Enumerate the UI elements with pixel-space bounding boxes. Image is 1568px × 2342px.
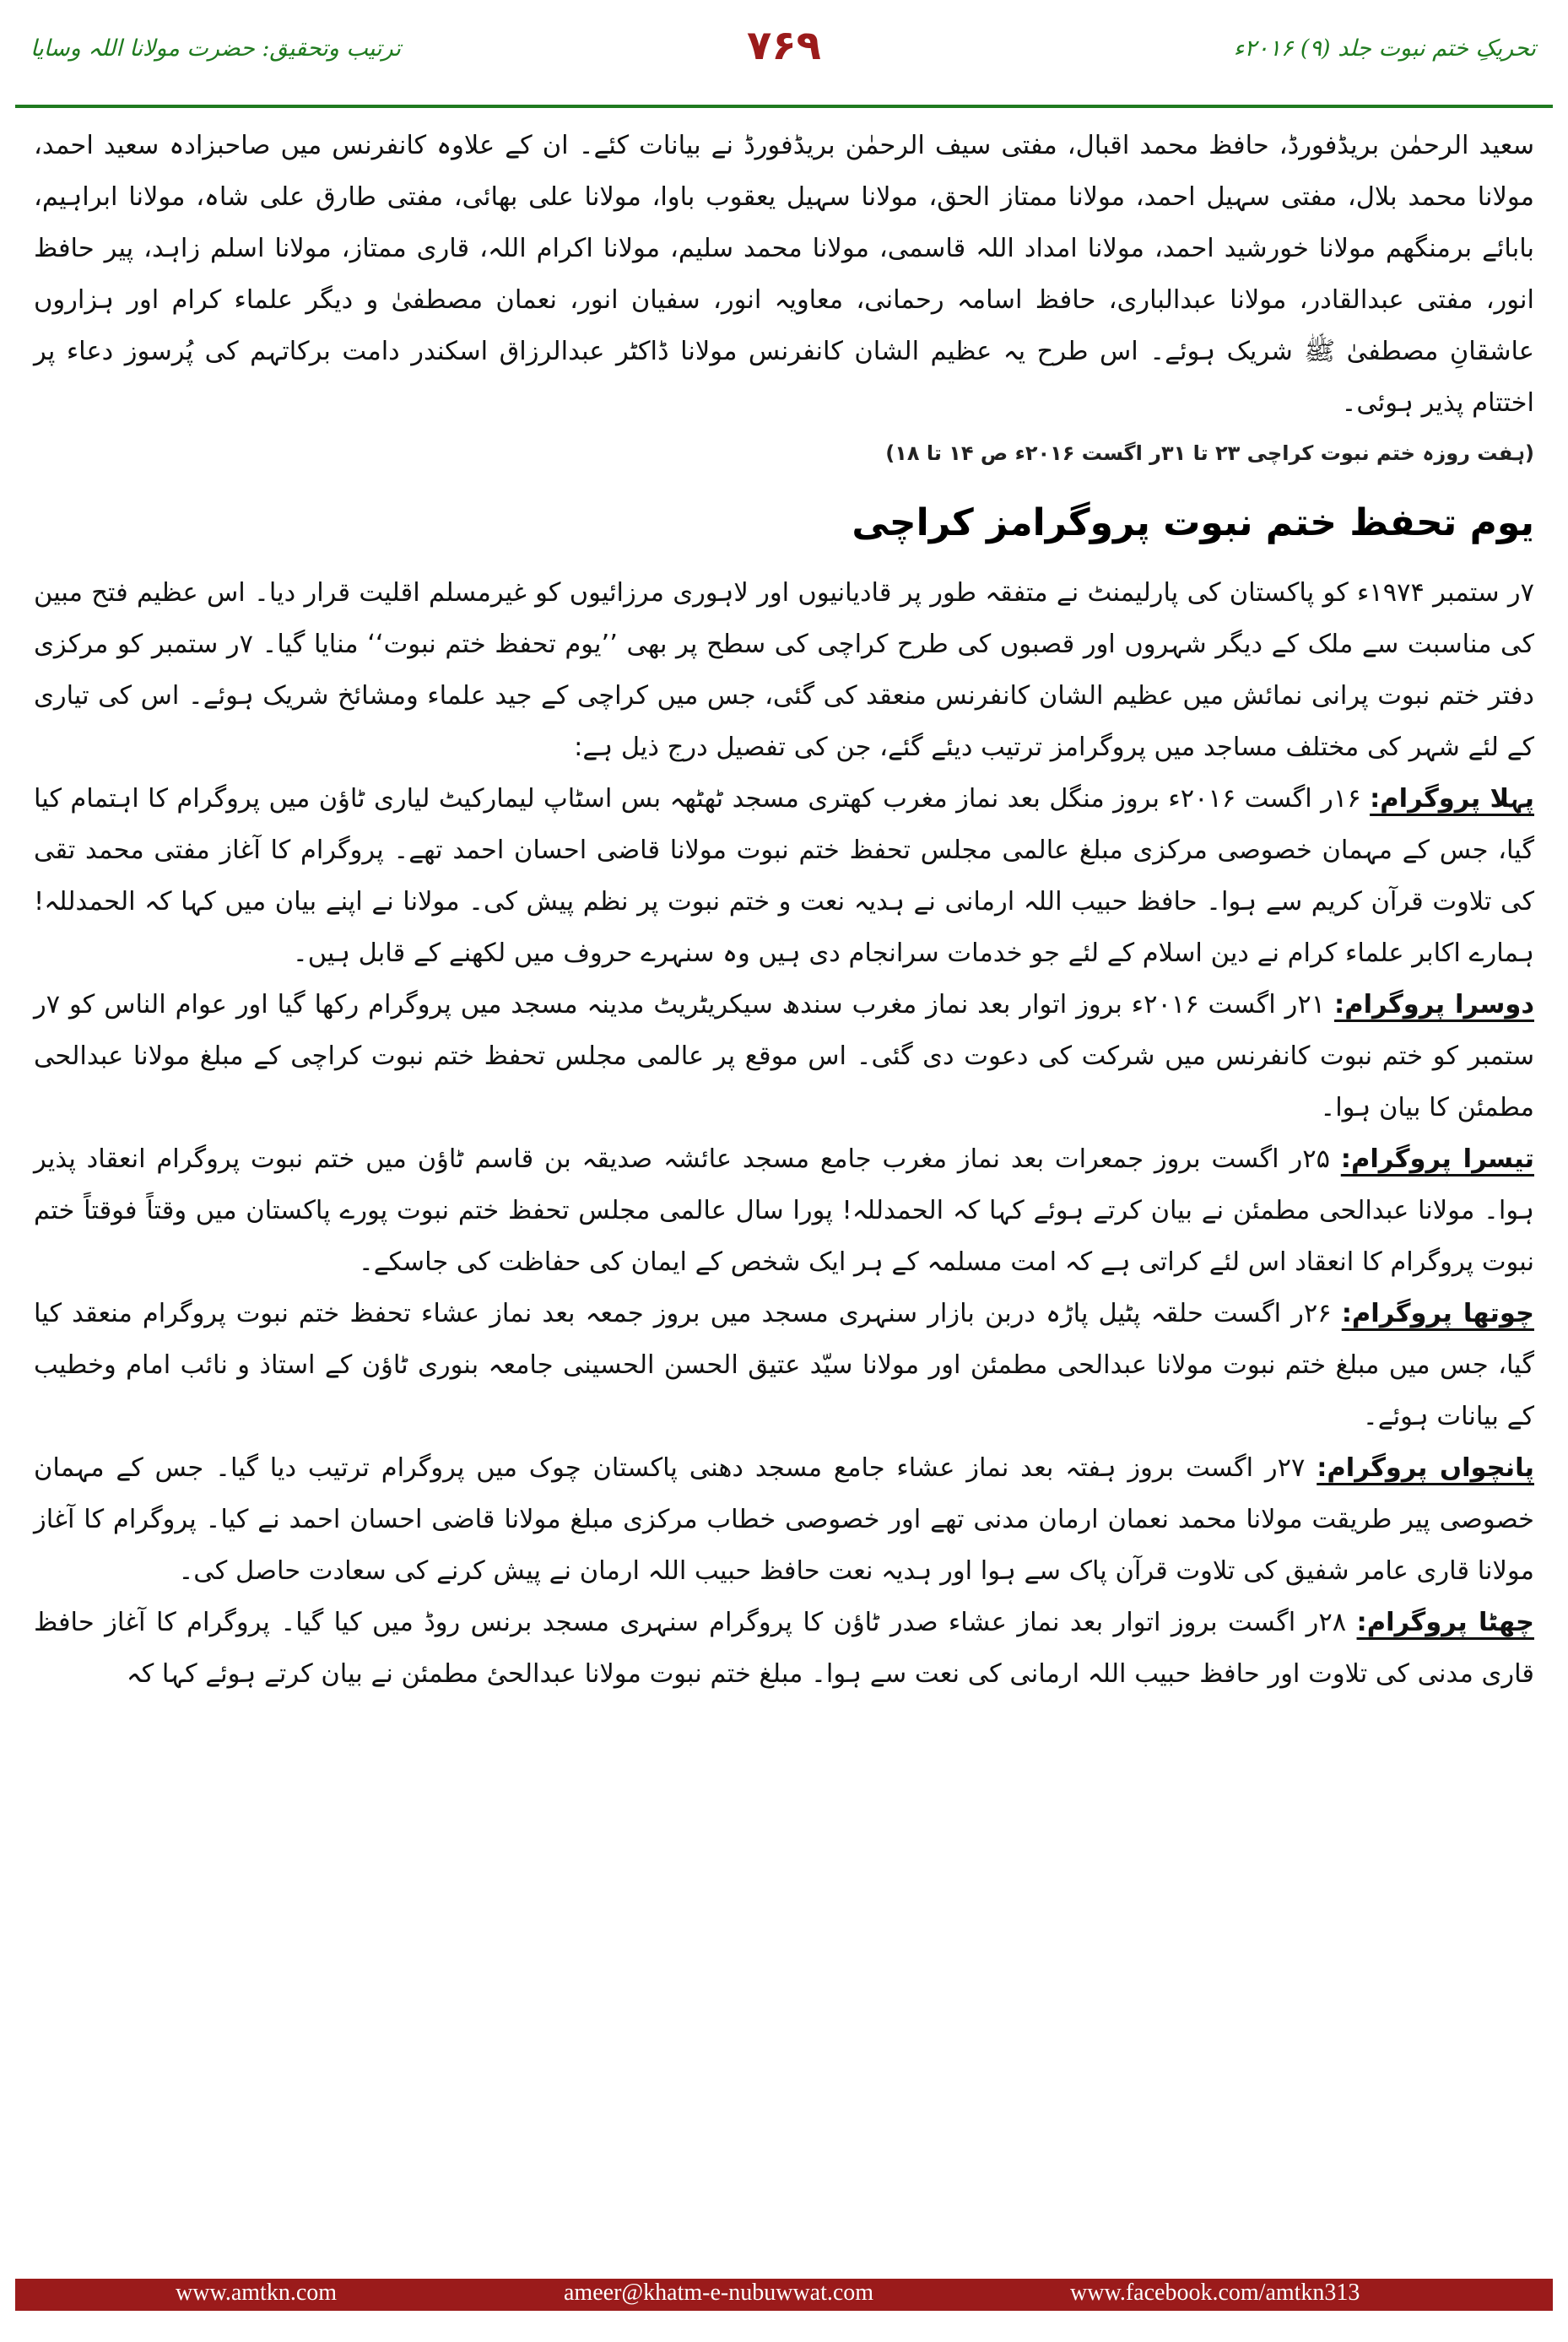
page-footer — [0, 2279, 1568, 2342]
email-link[interactable]: ameer@khatm-e-nubuwwat.com — [564, 2280, 874, 2306]
header-divider — [15, 105, 1553, 108]
program-1 — [34, 773, 1534, 979]
compiler-credit: ترتیب وتحقیق: حضرت مولانا اللہ وسایا — [30, 35, 401, 62]
section-intro: ۷ر ستمبر ۱۹۷۴ء کو پاکستان کی پارلیمنٹ نے متفقہ طور پر قادیانیوں اور لاہوری مرزائیوں کو غیرمسلم اقلیت قرار دیا۔ اس عظیم فتح مبین کی مناسبت سے ملک کے دیگر شہروں اور قصبوں کی طرح کراچی کی سطح پر بھی ’’یوم تحفظ ختم نبوت‘‘ منایا گیا۔ ۷ر ستمبر کو مرکزی دفتر ختم نبوت پرانی نمائش میں عظیم الشان کانفرنس منعقد کی گئی، جس میں کراچی کے جید علماء ومشائخ شریک ہوئے۔ اس کی تیاری کے لئے شہر کی مختلف مساجد میں پروگرامز ترتیب دیئے گئے، جن کی تفصیل درج ذیل ہے: — [34, 578, 1535, 762]
program-label: تیسرا پروگرام: — [1340, 1144, 1534, 1174]
program-text: ۲۸ر اگست بروز اتوار بعد نماز عشاء صدر ٹاؤن کا پروگرام سنہری مسجد برنس روڈ میں کیا گیا۔ پروگرام کا آغاز حافظ قاری مدنی کی تلاوت اور حافظ حبیب اللہ ارمانی کی نعت سے ہوا۔ مبلغ ختم نبوت مولانا عبدالحیٔ مطمئن نے بیان کرتے ہوئے کہا کہ — [34, 1608, 1534, 1689]
program-6 — [34, 1597, 1534, 1700]
program-text: ۲۷ر اگست بروز ہفتہ بعد نماز عشاء جامع مسجد دھنی پاکستان چوک میں پروگرام ترتیب دیا گیا۔ جس کے مہمان خصوصی پیر طریقت مولانا محمد نعمان ارمان مدنی تھے اور خصوصی خطاب مرکزی مبلغ مولانا قاضی احسان احمد نے کیا۔ پروگرام کا آغاز مولانا قاری عامر شفیق کی تلاوت قرآن پاک سے ہوا اور ہدیہ نعت حافظ حبیب اللہ ارمان نے پیش کرنے کی سعادت حاصل کی۔ — [34, 1453, 1534, 1586]
page-header — [0, 24, 1568, 91]
program-label: چھٹا پروگرام: — [1356, 1608, 1534, 1637]
program-text: ۲۱ر اگست ۲۰۱۶ء بروز اتوار بعد نماز مغرب سندھ سیکریٹریٹ مدینہ مسجد میں پروگرام رکھا گیا اور عوام الناس کو ۷ر ستمبر کو ختم نبوت کانفرنس میں شرکت کی دعوت دی گئی۔ اس موقع پر عالمی مجلس تحفظ ختم نبوت کراچی کے مبلغ مولانا عبدالحی مطمئن کا بیان ہوا۔ — [34, 990, 1534, 1122]
program-text: ۲۶ر اگست حلقہ پٹیل پاڑہ دربن بازار سنہری مسجد میں بروز جمعہ بعد نماز عشاء تحفظ ختم نبوت پروگرام منعقد کیا گیا، جس میں مبلغ ختم نبوت مولانا عبدالحی مطمئن اور مولانا سیّد عتیق الحسن الحسینی جامعہ بنوری ٹاؤن کے استاذ و نائب امام وخطیب کے بیانات ہوئے۔ — [34, 1299, 1534, 1431]
page-content — [34, 120, 1534, 1700]
section-heading: یوم تحفظ ختم نبوت پروگرامز کراچی — [852, 501, 1534, 544]
program-label: چوتھا پروگرام: — [1341, 1299, 1534, 1328]
program-3 — [34, 1133, 1534, 1288]
website-link[interactable]: www.amtkn.com — [176, 2280, 338, 2306]
book-title: تحریکِ ختم نبوت جلد (۹) ۲۰۱۶ء — [1233, 35, 1536, 62]
program-4 — [34, 1288, 1534, 1442]
intro-paragraph: سعید الرحمٰن بریڈفورڈ، حافظ محمد اقبال، مفتی سیف الرحمٰن بریڈفورڈ نے بیانات کئے۔ ان کے علاوہ کانفرنس میں صاحبزادہ سعید احمد، مولانا محمد بلال، مفتی سہیل احمد، مولانا ممتاز الحق، مولانا سہیل یعقوب باوا، مولانا علی بھائی، مفتی طارق علی شاہ، مولانا ابراہیم، بابائے برمنگھم مولانا خورشید احمد، مولانا امداد اللہ قاسمی، مولانا محمد سلیم، مولانا اکرام اللہ، قاری ممتاز، مولانا اسلم زاہد، پیر حافظ انور، مفتی عبدالقادر، مولانا عبدالباری، حافظ اسامہ رحمانی، معاویہ انور، سفیان انور، نعمان مصطفیٰ و دیگر علماء کرام اور ہزاروں عاشقانِ مصطفیٰ ﷺ شریک ہوئے۔ اس طرح یہ عظیم الشان کانفرنس مولانا ڈاکٹر عبدالرزاق اسکندر دامت برکاتہم کی پُرسوز دعاء پر اختتام پذیر ہوئی۔ — [34, 131, 1534, 418]
program-2 — [34, 979, 1534, 1133]
source-citation: (ہفت روزہ ختم نبوت کراچی ۲۳ تا ۳۱ر اگست ۲۰۱۶ء ص ۱۴ تا ۱۸) — [885, 441, 1534, 465]
footer-bar — [15, 2279, 1553, 2311]
program-5 — [34, 1442, 1534, 1597]
page-number: ۷۶۹ — [747, 22, 821, 69]
program-text: ۲۵ر اگست بروز جمعرات بعد نماز مغرب جامع مسجد عائشہ صدیقہ بن قاسم ٹاؤن میں ختم نبوت پروگرام انعقاد پذیر ہوا۔ مولانا عبدالحی مطمئن نے بیان کرتے ہوئے کہا کہ الحمدللہ! پورا سال عالمی مجلس تحفظ ختم نبوت پورے پاکستان میں وقتاً فوقتاً ختم نبوت پروگرام کا انعقاد اس لئے کراتی ہے کہ امت مسلمہ کے ہر ایک شخص کے ایمان کی حفاظت کی جاسکے۔ — [34, 1144, 1534, 1277]
facebook-link[interactable]: www.facebook.com/amtkn313 — [1070, 2280, 1360, 2306]
program-label: پانچواں پروگرام: — [1317, 1453, 1534, 1483]
program-text: ۱۶ر اگست ۲۰۱۶ء بروز منگل بعد نماز مغرب کھتری مسجد ٹھٹھہ بس اسٹاپ لیمارکیٹ لیاری ٹاؤن میں پروگرام کا اہتمام کیا گیا، جس کے مہمان خصوصی مرکزی مبلغ عالمی مجلس تحفظ ختم نبوت مولانا قاضی احسان احمد تھے۔ پروگرام کا آغاز مفتی محمد تقی کی تلاوت قرآن کریم سے ہوا۔ حافظ حبیب اللہ ارمانی نے ہدیہ نعت و ختم نبوت پر نظم پیش کی۔ مولانا نے اپنے بیان میں کہا کہ الحمدللہ! ہمارے اکابر علماء کرام نے دین اسلام کے لئے جو خدمات سرانجام دی ہیں وہ سنہرے حروف میں لکھنے کے قابل ہیں۔ — [34, 784, 1534, 968]
program-label: دوسرا پروگرام: — [1334, 990, 1534, 1020]
program-label: پہلا پروگرام: — [1370, 784, 1535, 814]
